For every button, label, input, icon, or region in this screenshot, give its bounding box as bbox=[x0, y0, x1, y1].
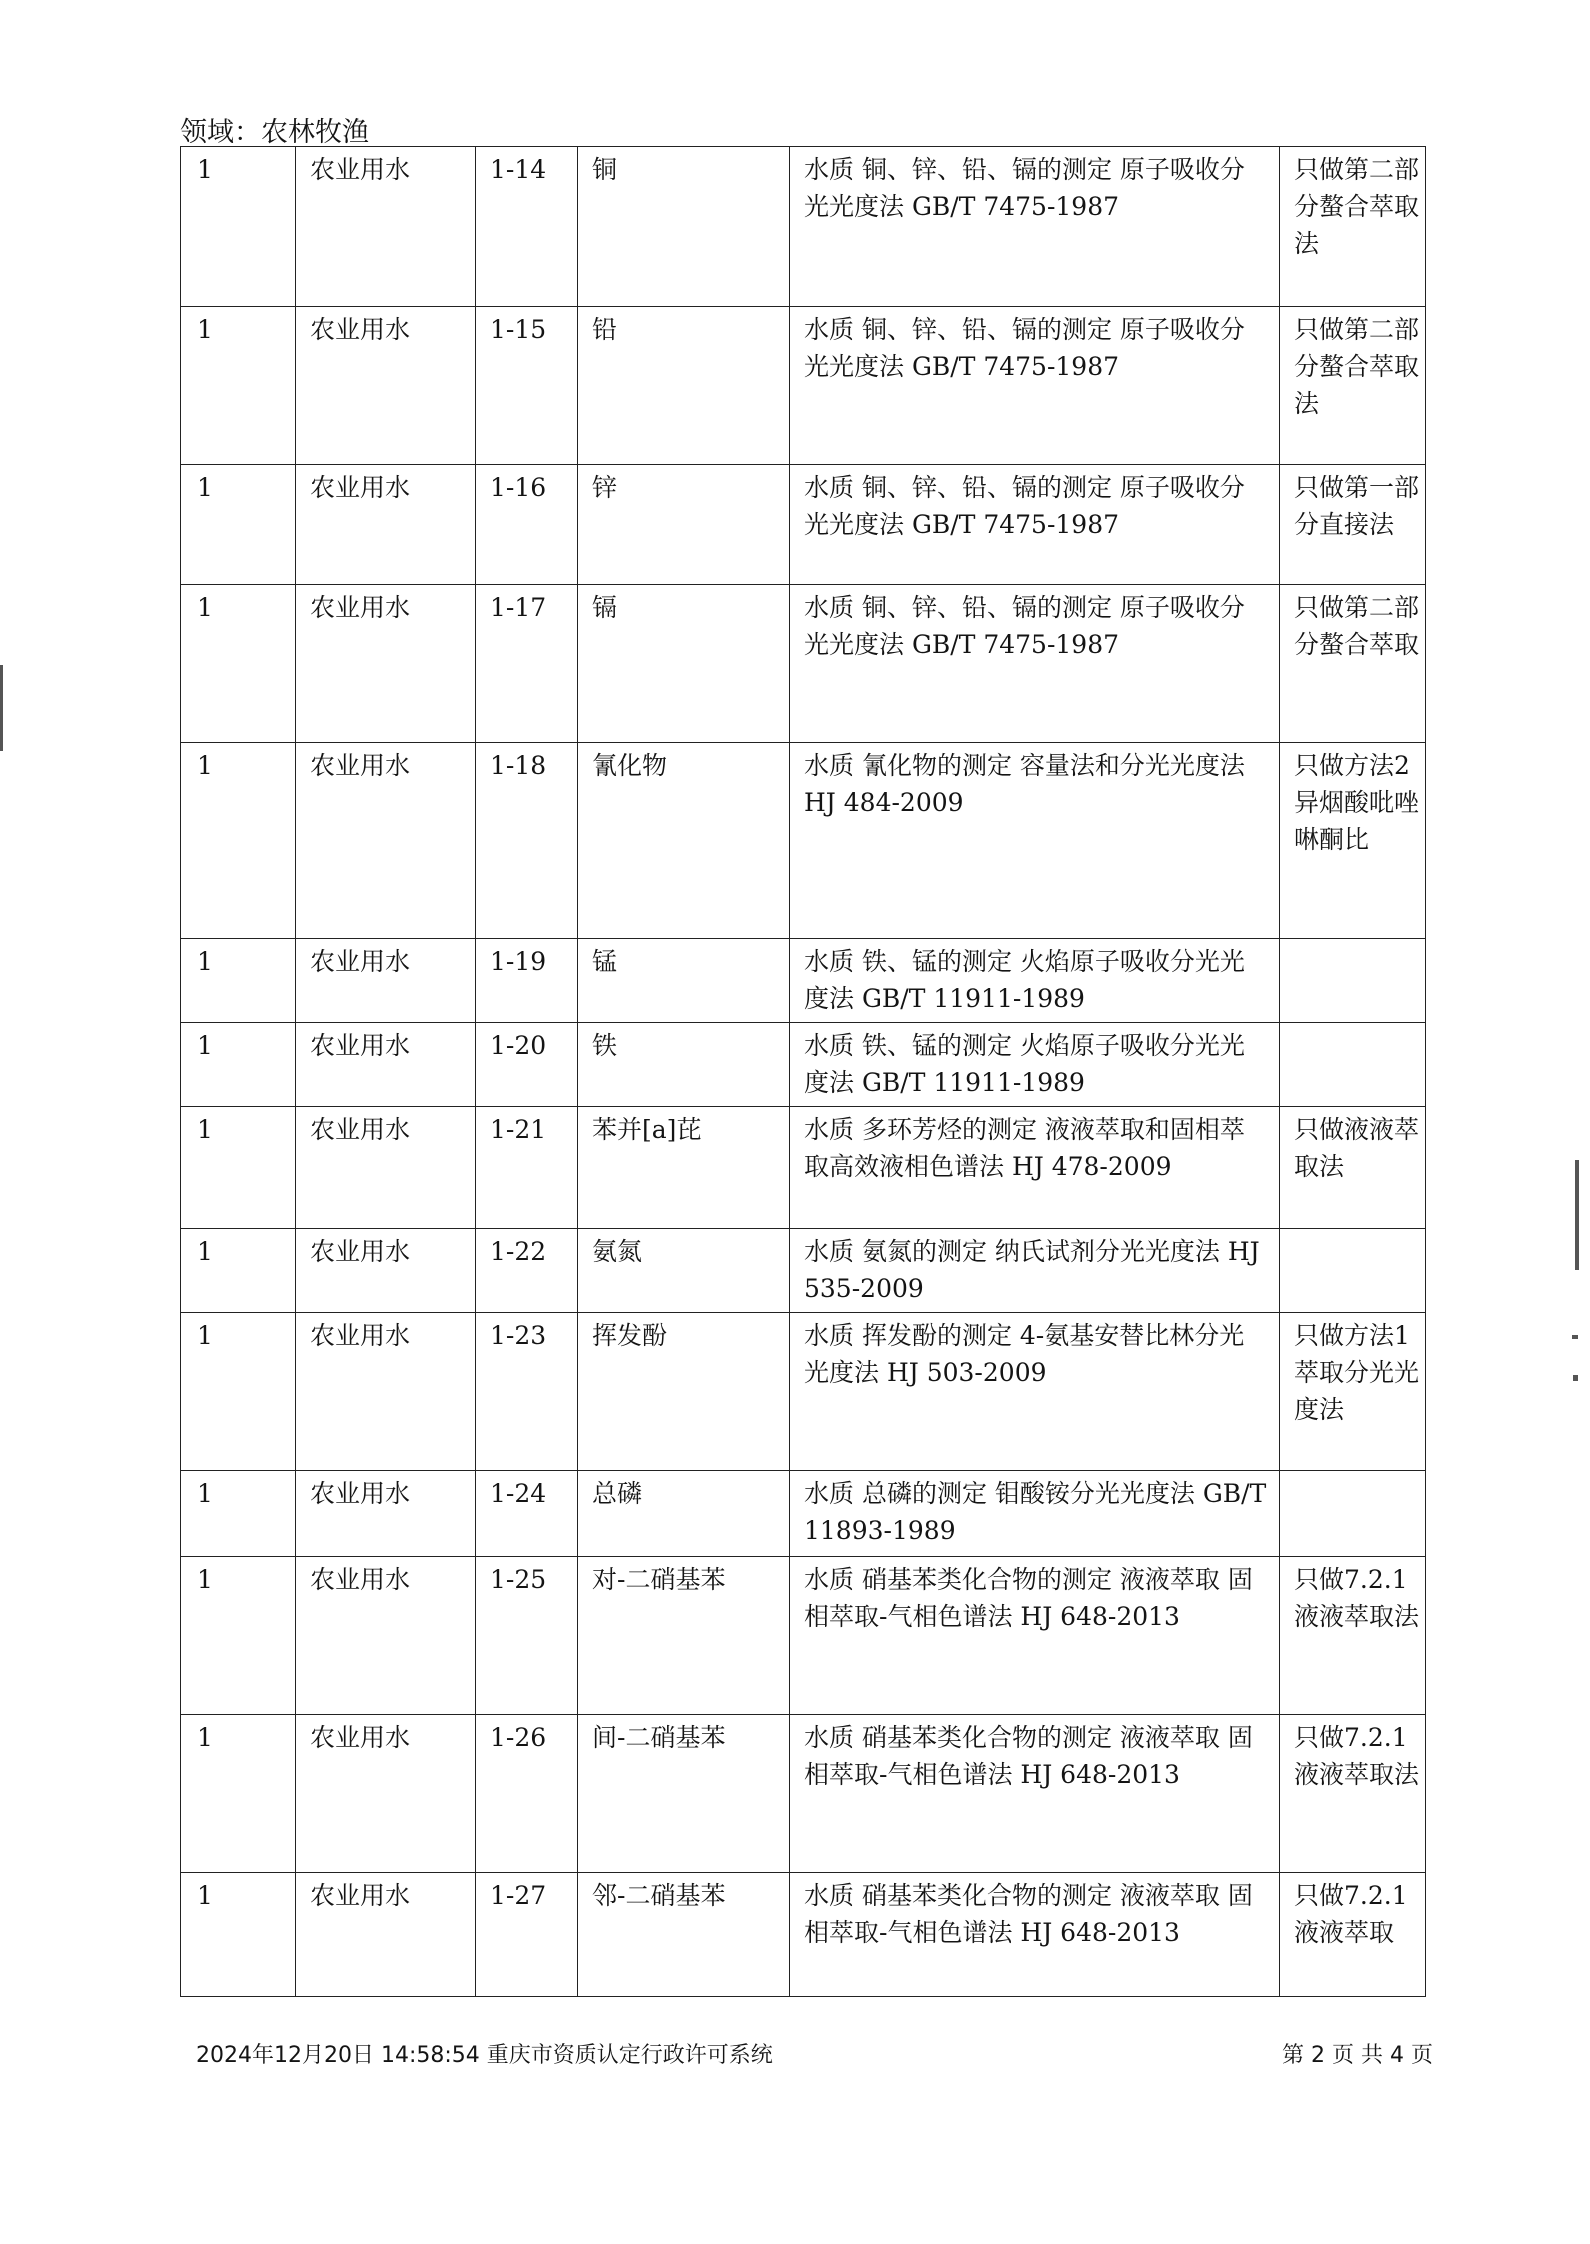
code-cell: 1-19 bbox=[476, 939, 578, 1023]
row-number: 1 bbox=[181, 1313, 296, 1471]
standard-cell: 水质 多环芳烃的测定 液液萃取和固相萃取高效液相色谱法 HJ 478-2009 bbox=[790, 1107, 1280, 1229]
row-number: 1 bbox=[181, 1107, 296, 1229]
table-row bbox=[181, 939, 1426, 1023]
category-cell: 农业用水 bbox=[296, 465, 476, 585]
scan-artifact bbox=[1575, 1160, 1579, 1270]
parameter-cell: 对-二硝基苯 bbox=[578, 1557, 790, 1715]
table-row bbox=[181, 465, 1426, 585]
remark-cell: 只做第二部分螯合萃取法 bbox=[1280, 307, 1426, 465]
code-cell: 1-15 bbox=[476, 307, 578, 465]
category-cell: 农业用水 bbox=[296, 1023, 476, 1107]
table-row bbox=[181, 147, 1426, 307]
code-cell: 1-14 bbox=[476, 147, 578, 307]
table-row bbox=[181, 1107, 1426, 1229]
accreditation-table bbox=[180, 146, 1426, 1997]
code-cell: 1-26 bbox=[476, 1715, 578, 1873]
standard-cell: 水质 铁、锰的测定 火焰原子吸收分光光度法 GB/T 11911-1989 bbox=[790, 1023, 1280, 1107]
code-cell: 1-23 bbox=[476, 1313, 578, 1471]
parameter-cell: 铁 bbox=[578, 1023, 790, 1107]
row-number: 1 bbox=[181, 147, 296, 307]
remark-cell: 只做第二部分螯合萃取法 bbox=[1280, 147, 1426, 307]
parameter-cell: 挥发酚 bbox=[578, 1313, 790, 1471]
code-cell: 1-27 bbox=[476, 1873, 578, 1997]
standard-cell: 水质 氰化物的测定 容量法和分光光度法 HJ 484-2009 bbox=[790, 743, 1280, 939]
code-cell: 1-17 bbox=[476, 585, 578, 743]
table-row bbox=[181, 1873, 1426, 1997]
parameter-cell: 总磷 bbox=[578, 1471, 790, 1557]
row-number: 1 bbox=[181, 743, 296, 939]
row-number: 1 bbox=[181, 1471, 296, 1557]
category-cell: 农业用水 bbox=[296, 1313, 476, 1471]
parameter-cell: 锌 bbox=[578, 465, 790, 585]
standard-cell: 水质 铜、锌、铅、镉的测定 原子吸收分光光度法 GB/T 7475-1987 bbox=[790, 307, 1280, 465]
category-cell: 农业用水 bbox=[296, 1873, 476, 1997]
table-row bbox=[181, 1023, 1426, 1107]
standard-cell: 水质 硝基苯类化合物的测定 液液萃取 固相萃取-气相色谱法 HJ 648-2013 bbox=[790, 1873, 1280, 1997]
category-cell: 农业用水 bbox=[296, 1557, 476, 1715]
row-number: 1 bbox=[181, 1229, 296, 1313]
standard-cell: 水质 铁、锰的测定 火焰原子吸收分光光度法 GB/T 11911-1989 bbox=[790, 939, 1280, 1023]
category-cell: 农业用水 bbox=[296, 307, 476, 465]
parameter-cell: 铅 bbox=[578, 307, 790, 465]
remark-cell: 只做液液萃取法 bbox=[1280, 1107, 1426, 1229]
scan-artifact bbox=[1573, 1375, 1578, 1381]
parameter-cell: 间-二硝基苯 bbox=[578, 1715, 790, 1873]
standard-cell: 水质 铜、锌、铅、镉的测定 原子吸收分光光度法 GB/T 7475-1987 bbox=[790, 585, 1280, 743]
parameter-cell: 氨氮 bbox=[578, 1229, 790, 1313]
parameter-cell: 邻-二硝基苯 bbox=[578, 1873, 790, 1997]
row-number: 1 bbox=[181, 1557, 296, 1715]
code-cell: 1-22 bbox=[476, 1229, 578, 1313]
remark-cell bbox=[1280, 939, 1426, 1023]
standard-cell: 水质 挥发酚的测定 4-氨基安替比林分光光度法 HJ 503-2009 bbox=[790, 1313, 1280, 1471]
row-number: 1 bbox=[181, 1873, 296, 1997]
remark-cell: 只做7.2.1液液萃取法 bbox=[1280, 1557, 1426, 1715]
parameter-cell: 苯并[a]芘 bbox=[578, 1107, 790, 1229]
parameter-cell: 锰 bbox=[578, 939, 790, 1023]
remark-cell: 只做7.2.1液液萃取法 bbox=[1280, 1715, 1426, 1873]
standard-cell: 水质 硝基苯类化合物的测定 液液萃取 固相萃取-气相色谱法 HJ 648-2013 bbox=[790, 1557, 1280, 1715]
code-cell: 1-20 bbox=[476, 1023, 578, 1107]
remark-cell bbox=[1280, 1471, 1426, 1557]
page-indicator: 第 2 页 共 4 页 bbox=[1282, 2043, 1433, 2068]
parameter-cell: 镉 bbox=[578, 585, 790, 743]
parameter-cell: 氰化物 bbox=[578, 743, 790, 939]
remark-cell: 只做方法2 异烟酸吡唑啉酮比 bbox=[1280, 743, 1426, 939]
footer-timestamp-system: 2024年12月20日 14:58:54 重庆市资质认定行政许可系统 bbox=[196, 2043, 773, 2068]
standard-cell: 水质 氨氮的测定 纳氏试剂分光光度法 HJ 535-2009 bbox=[790, 1229, 1280, 1313]
row-number: 1 bbox=[181, 585, 296, 743]
table-row bbox=[181, 1229, 1426, 1313]
row-number: 1 bbox=[181, 465, 296, 585]
remark-cell bbox=[1280, 1023, 1426, 1107]
category-cell: 农业用水 bbox=[296, 743, 476, 939]
remark-cell: 只做第一部分直接法 bbox=[1280, 465, 1426, 585]
category-cell: 农业用水 bbox=[296, 939, 476, 1023]
remark-cell bbox=[1280, 1229, 1426, 1313]
parameter-cell: 铜 bbox=[578, 147, 790, 307]
table-row bbox=[181, 1715, 1426, 1873]
row-number: 1 bbox=[181, 307, 296, 465]
row-number: 1 bbox=[181, 1715, 296, 1873]
scan-artifact bbox=[1572, 1335, 1578, 1339]
standard-cell: 水质 铜、锌、铅、镉的测定 原子吸收分光光度法 GB/T 7475-1987 bbox=[790, 465, 1280, 585]
row-number: 1 bbox=[181, 1023, 296, 1107]
code-cell: 1-16 bbox=[476, 465, 578, 585]
category-cell: 农业用水 bbox=[296, 147, 476, 307]
standard-cell: 水质 铜、锌、铅、镉的测定 原子吸收分光光度法 GB/T 7475-1987 bbox=[790, 147, 1280, 307]
category-cell: 农业用水 bbox=[296, 585, 476, 743]
table-row bbox=[181, 1557, 1426, 1715]
category-cell: 农业用水 bbox=[296, 1107, 476, 1229]
table-row bbox=[181, 1471, 1426, 1557]
row-number: 1 bbox=[181, 939, 296, 1023]
standard-cell: 水质 硝基苯类化合物的测定 液液萃取 固相萃取-气相色谱法 HJ 648-2013 bbox=[790, 1715, 1280, 1873]
category-cell: 农业用水 bbox=[296, 1715, 476, 1873]
code-cell: 1-18 bbox=[476, 743, 578, 939]
domain-label: 领域：农林牧渔 bbox=[180, 117, 369, 148]
category-cell: 农业用水 bbox=[296, 1229, 476, 1313]
table-row bbox=[181, 585, 1426, 743]
table-row bbox=[181, 1313, 1426, 1471]
category-cell: 农业用水 bbox=[296, 1471, 476, 1557]
remark-cell: 只做第二部分螯合萃取 bbox=[1280, 585, 1426, 743]
code-cell: 1-25 bbox=[476, 1557, 578, 1715]
scan-artifact bbox=[0, 665, 3, 751]
table-row bbox=[181, 743, 1426, 939]
code-cell: 1-21 bbox=[476, 1107, 578, 1229]
standard-cell: 水质 总磷的测定 钼酸铵分光光度法 GB/T 11893-1989 bbox=[790, 1471, 1280, 1557]
table-row bbox=[181, 307, 1426, 465]
remark-cell: 只做方法1萃取分光光度法 bbox=[1280, 1313, 1426, 1471]
code-cell: 1-24 bbox=[476, 1471, 578, 1557]
remark-cell: 只做7.2.1液液萃取 bbox=[1280, 1873, 1426, 1997]
